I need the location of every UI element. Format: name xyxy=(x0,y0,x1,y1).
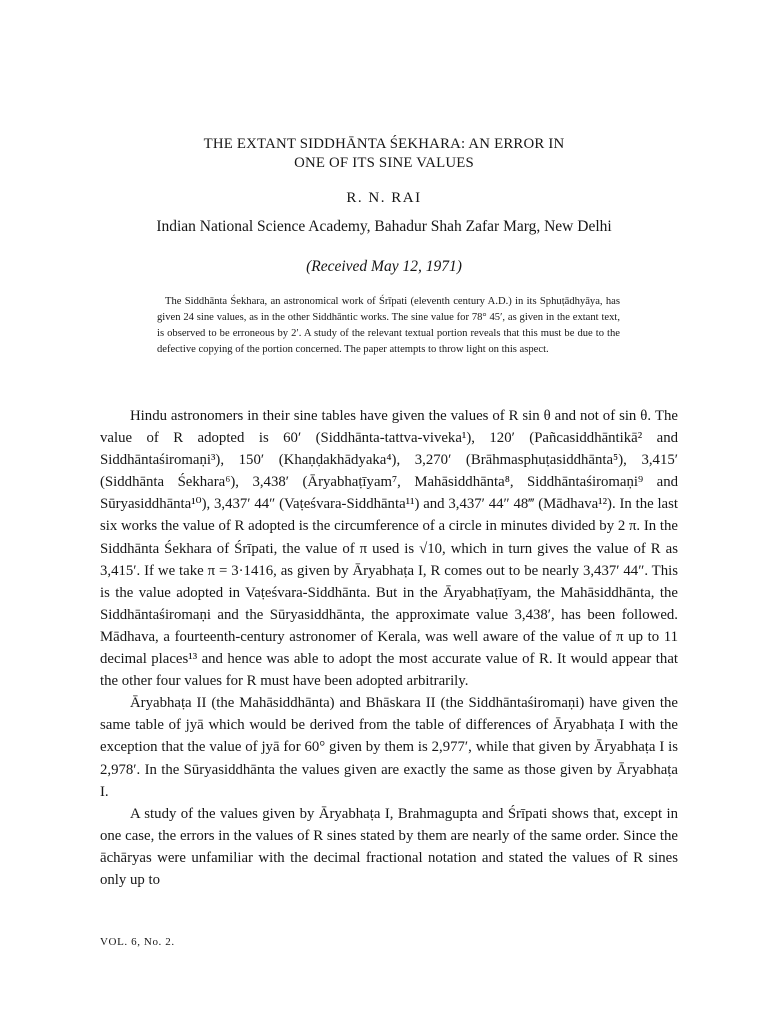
title-line-2: ONE OF ITS SINE VALUES xyxy=(294,155,474,171)
abstract: The Siddhānta Śekhara, an astronomical work of Śrīpati (eleventh century A.D.) in its Sphuṭādhyāya, has given 24 sine values, as in the other Siddhāntic works. The sine value for 78° 45′, as given in the extant text, is observed to be erroneous by 2′. A study of the relevant textual portion reveals that this must be due to the defective copying of the portion concerned. The paper attempts to throw light on this aspect. xyxy=(157,296,620,355)
author-name: R. N. RAI xyxy=(346,190,422,206)
author-affiliation: Indian National Science Academy, Bahadur Shah Zafar Marg, New Delhi xyxy=(156,218,612,235)
body-paragraph-1: Hindu astronomers in their sine tables have given the values of R sin θ and not of sin θ. The value of R adopted is 60′ (Siddhānta-tattva-viveka¹), 120′ (Pañcasiddhāntikā² and Siddhāntaśiromaṇi³), 150′ (Khaṇḍakhādyaka⁴), 3,270′ (Brāhmasphuṭasiddhānta⁵), 3,415′ (Siddhānta Śekhara⁶), 3,438′ (Āryabhaṭīyam⁷, Mahāsiddhānta⁸, Siddhāntaśiromaṇi⁹ and Sūryasiddhānta¹⁰), 3,437′ 44″ (Vaṭeśvara-Siddhānta¹¹) and 3,437′ 44″ 48‴ (Mādhava¹²). In the last six works the value of R adopted is the circumference of a circle in minutes divided by 2 π. In the Siddhānta Śekhara of Śrīpati, the value of π used is √10, which in turn gives the value of R as 3,415′. If we take π = 3·1416, as given by Āryabhaṭa I, R comes out to be nearly 3,437′ 44″. This is the value adopted in Vaṭeśvara-Siddhānta. But in the Āryabhaṭīyam, the Mahāsiddhānta, the Siddhāntaśiromaṇi and the Sūryasiddhānta, the approximate value 3,438′, has been followed. Mādhava, a fourteenth-century astronomer of Kerala, was well aware of the value of π up to 11 decimal places¹³ and hence was able to adopt the most accurate value of R. It would appear that the other four values for R must have been adopted arbitrarily. xyxy=(100,408,678,690)
title-line-1: THE EXTANT SIDDHĀNTA ŚEKHARA: AN ERROR IN xyxy=(203,136,565,152)
body-paragraph-3: A study of the values given by Āryabhaṭa I, Brahmagupta and Śrīpati shows that, except in one case, the errors in the values of R sines stated by them are nearly of the same order. Since the āchāryas were unfamiliar with the decimal fractional notation and stated the values of R sines only up to xyxy=(100,805,678,888)
paper-title xyxy=(0,135,768,173)
volume-footer: VOL. 6, No. 2. xyxy=(100,936,175,948)
body-text xyxy=(100,405,678,891)
body-paragraph-2: Āryabhaṭa II (the Mahāsiddhānta) and Bhāskara II (the Siddhāntaśiromaṇi) have given the same table of jyā which would be derived from the table of differences of Āryabhaṭa I with the exception that the value of jyā for 60° given by them is 2,977′, while that given by Āryabhaṭa I is 2,978′. In the Sūryasiddhānta the values given are exactly the same as those given by Āryabhaṭa I. xyxy=(100,695,678,800)
received-date: (Received May 12, 1971) xyxy=(306,258,462,275)
